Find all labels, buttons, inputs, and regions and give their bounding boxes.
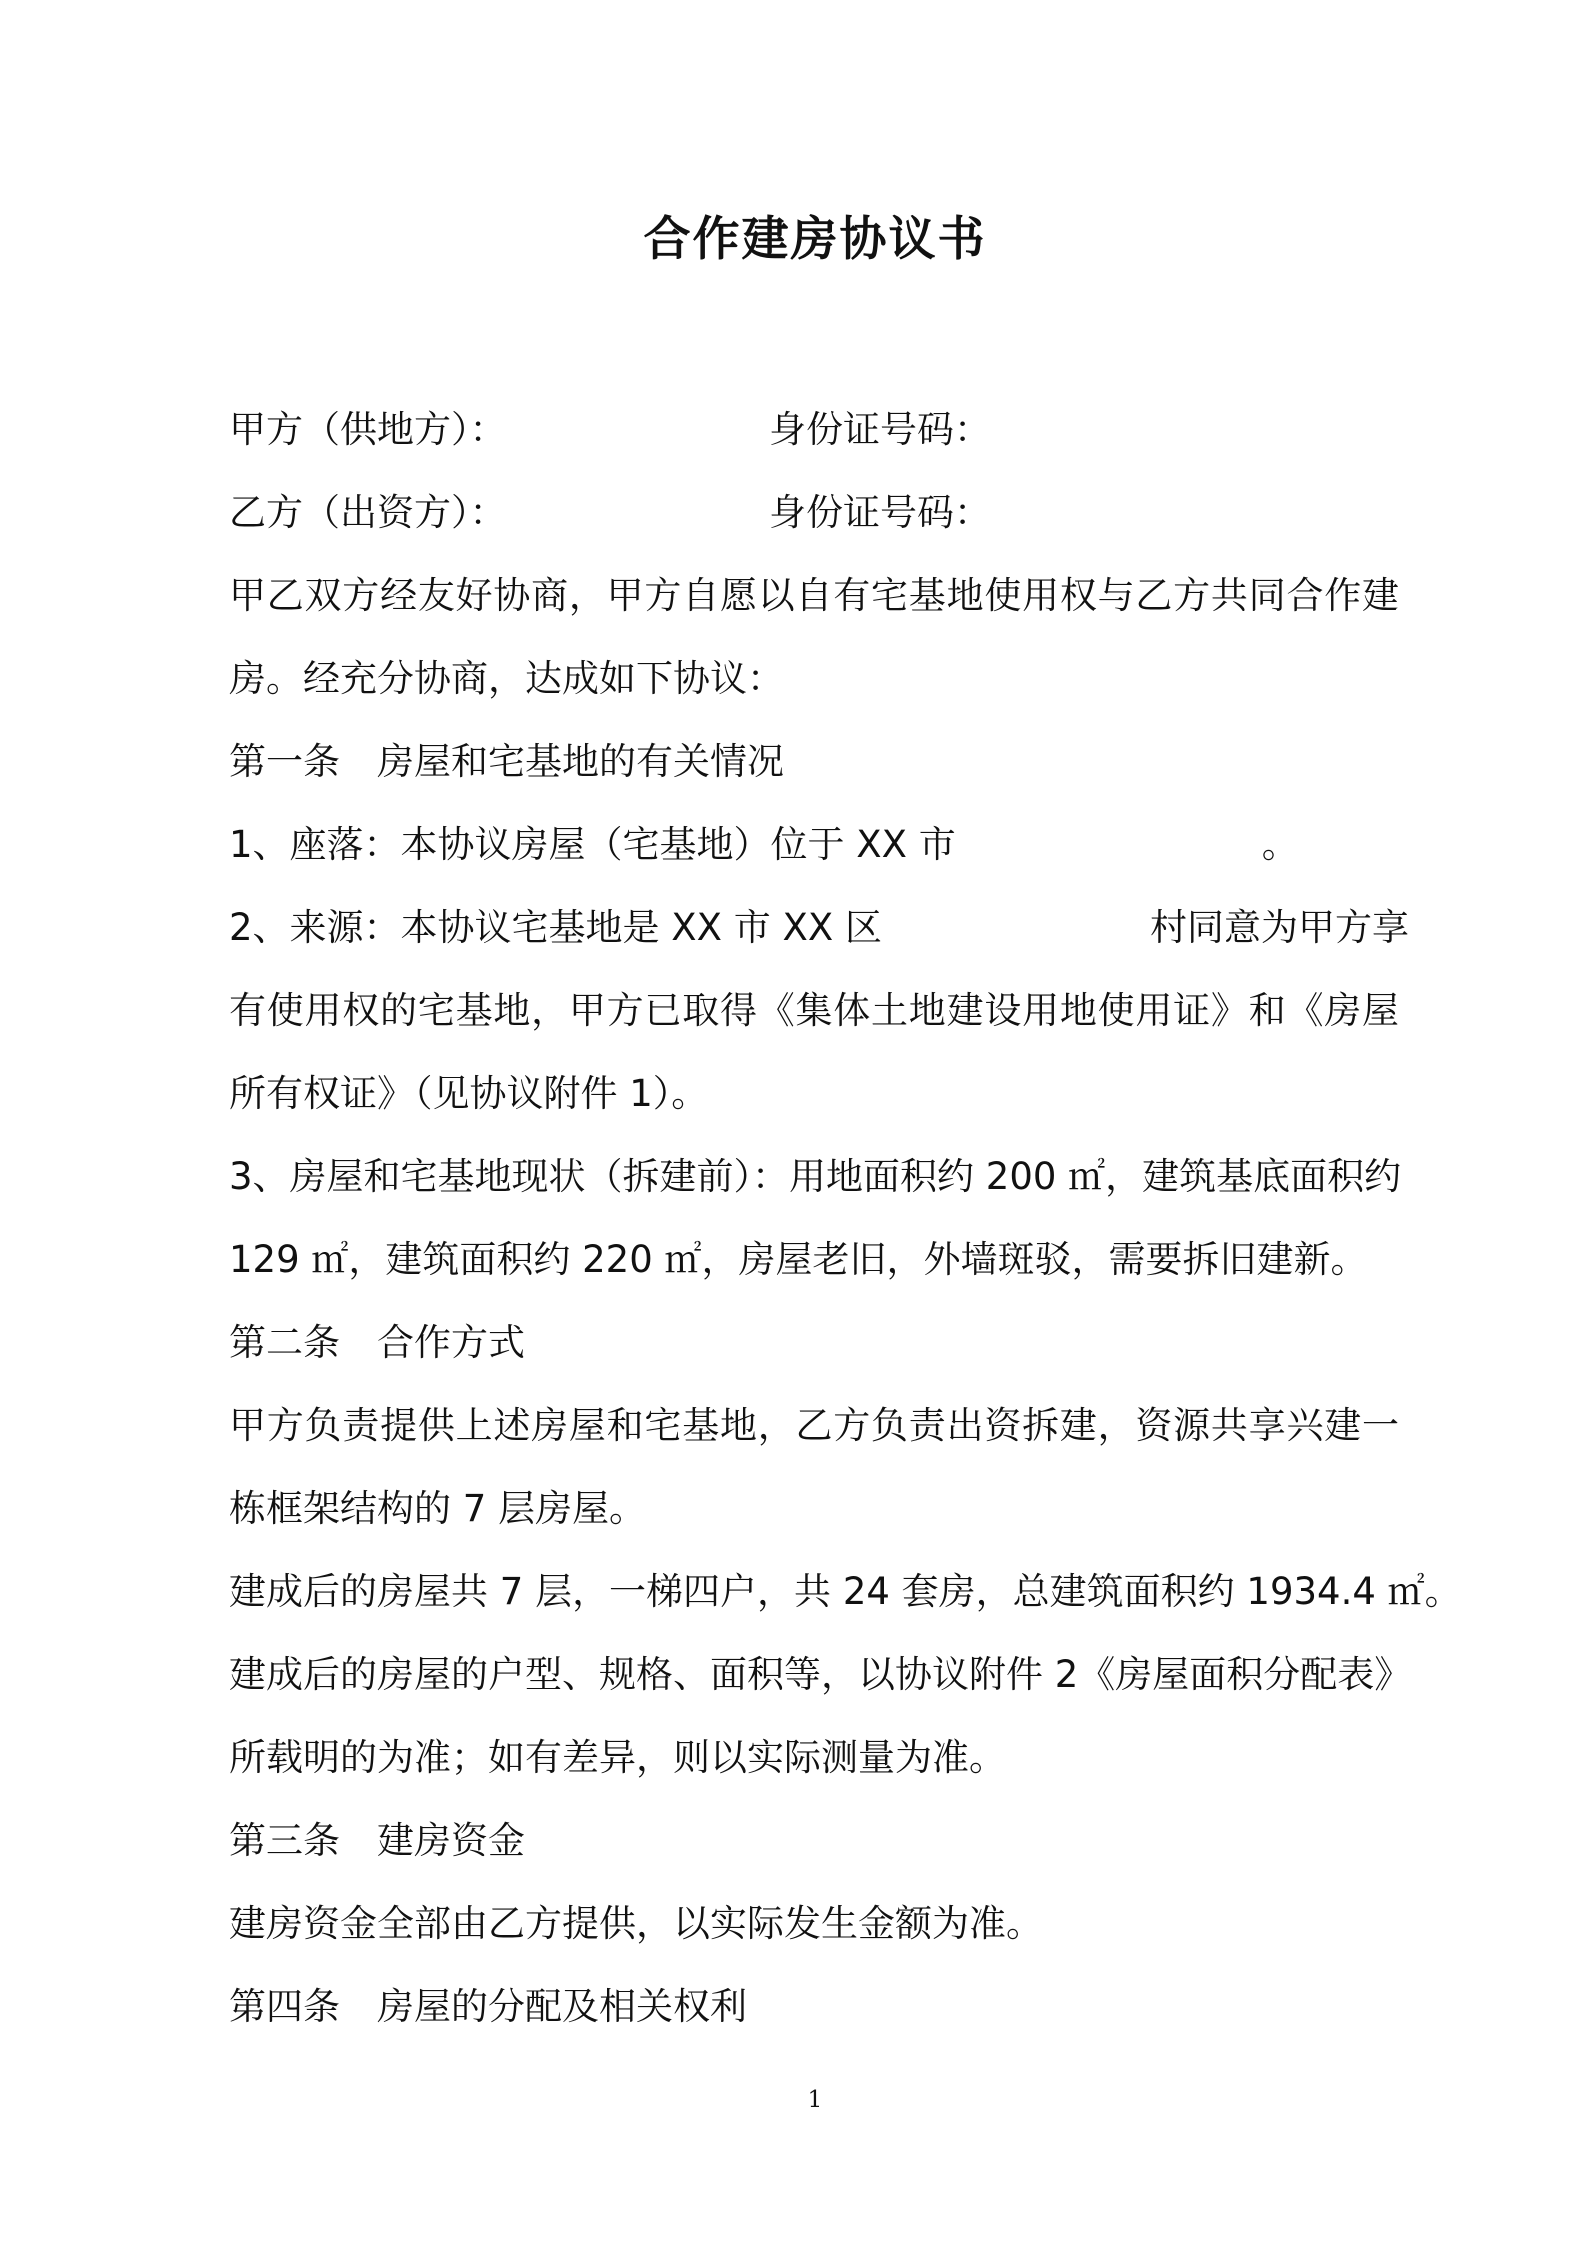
article-1-item-3-line-1: 3、房屋和宅基地现状（拆建前）：用地面积约 200 ㎡，建筑基底面积约 [229, 1155, 1402, 1198]
article-2-heading [229, 1315, 525, 1371]
article-2-para-3-line-1: 建成后的房屋的户型、规格、面积等，以协议附件 2《房屋面积分配表》 [229, 1653, 1412, 1696]
article-1-item-2-text-b: 村同意为甲方享 [1149, 906, 1409, 949]
article-4-label: 第四条 [229, 1985, 340, 2028]
party-b-label: 乙方（出资方）： [229, 491, 507, 534]
article-3-title: 建房资金 [377, 1819, 525, 1862]
article-1-title: 房屋和宅基地的有关情况 [377, 740, 784, 783]
article-3-label: 第三条 [229, 1819, 340, 1862]
article-4-title: 房屋的分配及相关权利 [377, 1985, 747, 2028]
article-2-para-2: 建成后的房屋共 7 层，一梯四户，共 24 套房，总建筑面积约 1934.4 ㎡。 [229, 1570, 1462, 1613]
article-1-item-1-text: 1、座落：本协议房屋（宅基地）位于 XX 市 [229, 823, 956, 866]
article-1-item-2-text-a: 2、来源：本协议宅基地是 XX 市 XX 区 [229, 906, 882, 949]
article-1-label: 第一条 [229, 740, 340, 783]
article-2-title: 合作方式 [377, 1321, 525, 1364]
party-a-label: 甲方（供地方）： [229, 408, 507, 451]
intro-line-2: 房。经充分协商，达成如下协议： [229, 657, 784, 700]
party-a-id-label: 身份证号码： [769, 408, 991, 451]
article-1-heading [229, 734, 784, 790]
page-number: 1 [807, 2087, 823, 2113]
document-title: 合作建房协议书 [643, 212, 987, 267]
article-1-item-1-end: 。 [1261, 823, 1299, 866]
article-3-para-1: 建房资金全部由乙方提供，以实际发生金额为准。 [229, 1902, 1043, 1945]
article-1-item-2-line-3: 所有权证》（见协议附件 1）。 [229, 1072, 709, 1115]
article-1-item-2-line-2: 有使用权的宅基地，甲方已取得《集体土地建设用地使用证》和《房屋 [229, 989, 1399, 1032]
article-2-para-1-line-2: 栋框架结构的 7 层房屋。 [229, 1487, 647, 1530]
article-1-item-2-line-1 [229, 900, 1409, 956]
article-4-heading [229, 1979, 747, 2035]
article-2-label: 第二条 [229, 1321, 340, 1364]
article-1-item-1 [229, 817, 1299, 873]
article-3-heading [229, 1813, 525, 1869]
article-1-item-3-line-2: 129 ㎡，建筑面积约 220 ㎡，房屋老旧，外墙斑驳，需要拆旧建新。 [229, 1238, 1368, 1281]
party-b-id-label: 身份证号码： [769, 491, 991, 534]
article-2-para-3-line-2: 所载明的为准；如有差异，则以实际测量为准。 [229, 1736, 1006, 1779]
article-2-para-1-line-1: 甲方负责提供上述房屋和宅基地，乙方负责出资拆建，资源共享兴建一 [229, 1404, 1399, 1447]
intro-line-1: 甲乙双方经友好协商，甲方自愿以自有宅基地使用权与乙方共同合作建 [229, 574, 1399, 617]
